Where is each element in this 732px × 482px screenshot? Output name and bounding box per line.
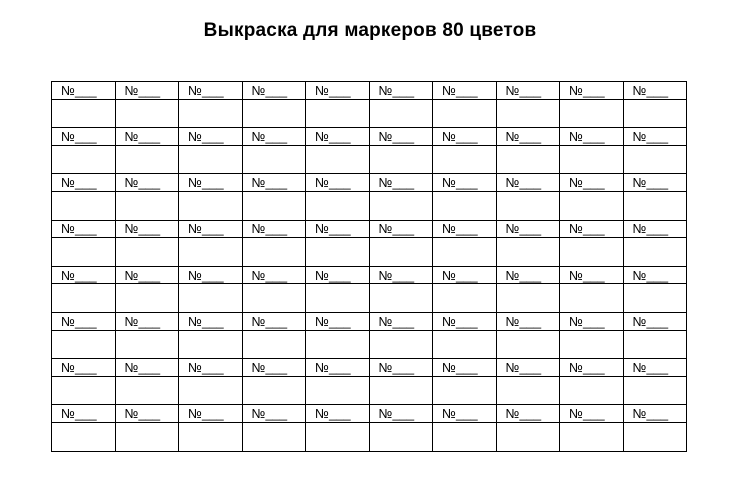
swatch-cell xyxy=(496,422,560,451)
swatch-cell xyxy=(496,376,560,405)
number-label-cell: №___ xyxy=(496,312,560,330)
number-label-cell: №___ xyxy=(115,82,179,100)
swatch-row xyxy=(52,238,687,267)
swatch-cell xyxy=(306,284,370,313)
swatch-cell xyxy=(306,238,370,267)
number-label-cell: №___ xyxy=(242,359,306,377)
number-label-cell: №___ xyxy=(433,220,497,238)
number-row xyxy=(52,128,687,146)
number-label-cell: №___ xyxy=(306,359,370,377)
number-label-cell: №___ xyxy=(242,128,306,146)
swatch-cell xyxy=(242,376,306,405)
swatch-grid xyxy=(51,81,687,452)
swatch-cell xyxy=(52,422,116,451)
number-row xyxy=(52,405,687,423)
number-label-cell: №___ xyxy=(306,82,370,100)
swatch-cell xyxy=(369,145,433,174)
swatch-cell xyxy=(242,238,306,267)
swatch-cell xyxy=(560,99,624,128)
swatch-row xyxy=(52,99,687,128)
number-label-cell: №___ xyxy=(306,220,370,238)
swatch-cell xyxy=(496,238,560,267)
number-label-cell: №___ xyxy=(369,174,433,192)
swatch-cell xyxy=(115,238,179,267)
swatch-cell xyxy=(433,99,497,128)
number-label-cell: №___ xyxy=(115,220,179,238)
number-label-cell: №___ xyxy=(369,312,433,330)
swatch-cell xyxy=(496,145,560,174)
number-label-cell: №___ xyxy=(179,82,243,100)
number-label-cell: №___ xyxy=(369,128,433,146)
number-label-cell: №___ xyxy=(242,312,306,330)
swatch-cell xyxy=(369,330,433,359)
swatch-cell xyxy=(306,330,370,359)
swatch-cell xyxy=(560,330,624,359)
number-label-cell: №___ xyxy=(179,405,243,423)
swatch-cell xyxy=(369,238,433,267)
swatch-cell xyxy=(623,238,687,267)
swatch-cell xyxy=(179,238,243,267)
swatch-cell xyxy=(369,191,433,220)
number-label-cell: №___ xyxy=(115,266,179,284)
number-label-cell: №___ xyxy=(560,220,624,238)
swatch-cell xyxy=(115,284,179,313)
number-label-cell: №___ xyxy=(496,82,560,100)
swatch-cell xyxy=(496,330,560,359)
number-label-cell: №___ xyxy=(496,405,560,423)
number-label-cell: №___ xyxy=(52,312,116,330)
number-label-cell: №___ xyxy=(496,359,560,377)
swatch-cell xyxy=(52,238,116,267)
number-label-cell: №___ xyxy=(433,128,497,146)
number-row xyxy=(52,312,687,330)
swatch-row xyxy=(52,284,687,313)
number-label-cell: №___ xyxy=(369,405,433,423)
number-label-cell: №___ xyxy=(52,82,116,100)
number-label-cell: №___ xyxy=(52,405,116,423)
swatch-cell xyxy=(433,145,497,174)
number-label-cell: №___ xyxy=(242,82,306,100)
number-label-cell: №___ xyxy=(560,405,624,423)
swatch-cell xyxy=(242,191,306,220)
swatch-cell xyxy=(179,145,243,174)
swatch-cell xyxy=(433,376,497,405)
number-label-cell: №___ xyxy=(433,312,497,330)
number-label-cell: №___ xyxy=(179,359,243,377)
number-label-cell: №___ xyxy=(179,312,243,330)
number-label-cell: №___ xyxy=(433,359,497,377)
number-label-cell: №___ xyxy=(433,405,497,423)
number-label-cell: №___ xyxy=(623,312,687,330)
swatch-cell xyxy=(115,99,179,128)
swatch-cell xyxy=(433,238,497,267)
swatch-cell xyxy=(306,376,370,405)
number-label-cell: №___ xyxy=(623,359,687,377)
swatch-row xyxy=(52,145,687,174)
number-label-cell: №___ xyxy=(496,220,560,238)
page-title: Выкраска для маркеров 80 цветов xyxy=(203,20,537,41)
swatch-cell xyxy=(369,422,433,451)
number-label-cell: №___ xyxy=(242,266,306,284)
swatch-cell xyxy=(560,422,624,451)
swatch-cell xyxy=(623,376,687,405)
swatch-row xyxy=(52,191,687,220)
swatch-cell xyxy=(496,99,560,128)
swatch-cell xyxy=(52,284,116,313)
swatch-cell xyxy=(306,145,370,174)
swatch-cell xyxy=(369,99,433,128)
number-label-cell: №___ xyxy=(115,312,179,330)
swatch-cell xyxy=(560,376,624,405)
number-label-cell: №___ xyxy=(560,82,624,100)
swatch-cell xyxy=(52,330,116,359)
number-label-cell: №___ xyxy=(369,266,433,284)
swatch-row xyxy=(52,330,687,359)
number-label-cell: №___ xyxy=(560,266,624,284)
swatch-cell xyxy=(560,191,624,220)
number-label-cell: №___ xyxy=(115,128,179,146)
swatch-cell xyxy=(242,330,306,359)
swatch-cell xyxy=(433,284,497,313)
swatch-cell xyxy=(433,191,497,220)
number-label-cell: №___ xyxy=(623,220,687,238)
number-label-cell: №___ xyxy=(433,174,497,192)
number-label-cell: №___ xyxy=(179,266,243,284)
swatch-cell xyxy=(369,284,433,313)
swatch-cell xyxy=(306,422,370,451)
number-label-cell: №___ xyxy=(623,128,687,146)
number-label-cell: №___ xyxy=(52,220,116,238)
swatch-cell xyxy=(179,376,243,405)
number-label-cell: №___ xyxy=(242,174,306,192)
number-label-cell: №___ xyxy=(306,128,370,146)
swatch-cell xyxy=(623,99,687,128)
swatch-cell xyxy=(52,376,116,405)
swatch-cell xyxy=(52,99,116,128)
swatch-cell xyxy=(306,191,370,220)
swatch-cell xyxy=(369,376,433,405)
swatch-cell xyxy=(242,284,306,313)
number-label-cell: №___ xyxy=(306,266,370,284)
number-row xyxy=(52,174,687,192)
swatch-cell xyxy=(623,191,687,220)
swatch-cell xyxy=(179,284,243,313)
number-label-cell: №___ xyxy=(560,128,624,146)
number-label-cell: №___ xyxy=(623,266,687,284)
swatch-cell xyxy=(179,422,243,451)
number-label-cell: №___ xyxy=(623,82,687,100)
number-label-cell: №___ xyxy=(369,220,433,238)
swatch-cell xyxy=(242,145,306,174)
swatch-cell xyxy=(623,330,687,359)
swatch-cell xyxy=(179,99,243,128)
swatch-cell xyxy=(115,422,179,451)
number-label-cell: №___ xyxy=(115,405,179,423)
swatch-cell xyxy=(242,99,306,128)
swatch-row xyxy=(52,376,687,405)
number-label-cell: №___ xyxy=(560,312,624,330)
swatch-cell xyxy=(115,145,179,174)
swatch-cell xyxy=(179,330,243,359)
swatch-cell xyxy=(560,145,624,174)
number-label-cell: №___ xyxy=(496,128,560,146)
swatch-cell xyxy=(623,284,687,313)
number-label-cell: №___ xyxy=(306,174,370,192)
number-row xyxy=(52,266,687,284)
swatch-cell xyxy=(496,284,560,313)
number-row xyxy=(52,359,687,377)
number-label-cell: №___ xyxy=(433,266,497,284)
swatch-cell xyxy=(306,99,370,128)
number-label-cell: №___ xyxy=(369,359,433,377)
swatch-cell xyxy=(623,422,687,451)
number-label-cell: №___ xyxy=(496,174,560,192)
number-label-cell: №___ xyxy=(52,266,116,284)
number-label-cell: №___ xyxy=(369,82,433,100)
swatch-row xyxy=(52,422,687,451)
number-label-cell: №___ xyxy=(115,359,179,377)
number-label-cell: №___ xyxy=(560,359,624,377)
swatch-cell xyxy=(496,191,560,220)
number-label-cell: №___ xyxy=(623,174,687,192)
number-label-cell: №___ xyxy=(623,405,687,423)
number-row xyxy=(52,82,687,100)
swatch-cell xyxy=(560,238,624,267)
number-row xyxy=(52,220,687,238)
number-label-cell: №___ xyxy=(242,220,306,238)
number-label-cell: №___ xyxy=(433,82,497,100)
swatch-cell xyxy=(433,422,497,451)
number-label-cell: №___ xyxy=(52,128,116,146)
number-label-cell: №___ xyxy=(115,174,179,192)
number-label-cell: №___ xyxy=(496,266,560,284)
swatch-cell xyxy=(52,191,116,220)
number-label-cell: №___ xyxy=(242,405,306,423)
swatch-cell xyxy=(115,191,179,220)
number-label-cell: №___ xyxy=(306,405,370,423)
number-label-cell: №___ xyxy=(306,312,370,330)
number-label-cell: №___ xyxy=(560,174,624,192)
number-label-cell: №___ xyxy=(179,174,243,192)
number-label-cell: №___ xyxy=(52,174,116,192)
swatch-cell xyxy=(52,145,116,174)
swatch-cell xyxy=(115,330,179,359)
swatch-cell xyxy=(179,191,243,220)
swatch-cell xyxy=(433,330,497,359)
swatch-cell xyxy=(115,376,179,405)
number-label-cell: №___ xyxy=(52,359,116,377)
number-label-cell: №___ xyxy=(179,220,243,238)
number-label-cell: №___ xyxy=(179,128,243,146)
swatch-cell xyxy=(623,145,687,174)
swatch-cell xyxy=(242,422,306,451)
swatch-cell xyxy=(560,284,624,313)
